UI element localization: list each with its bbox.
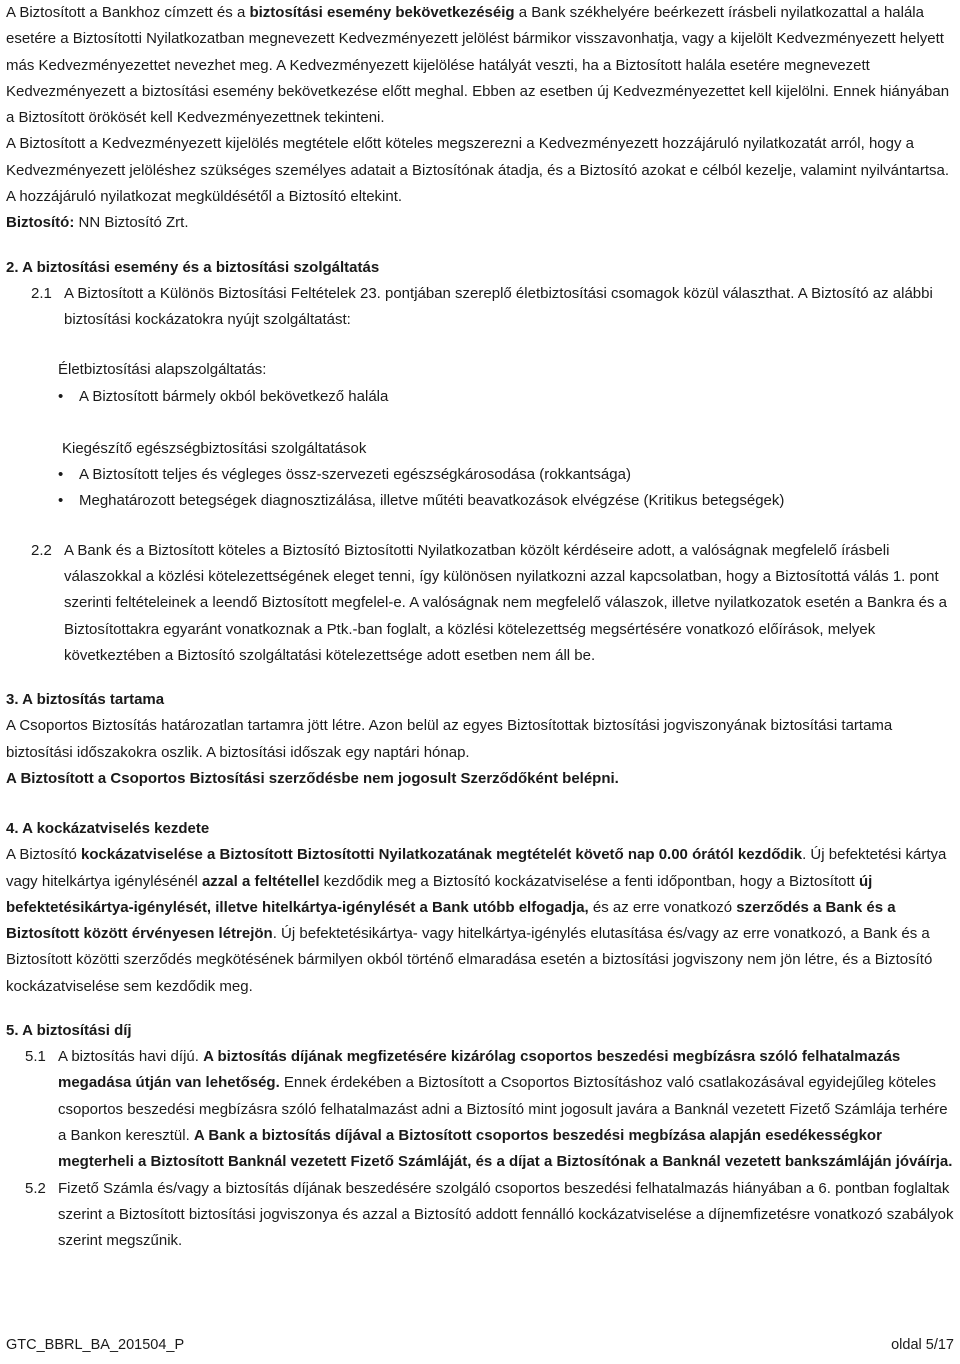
text-run: . Új befektetési kártya vagy hitelkártya igénylésénél [6,846,947,890]
list-item [6,462,958,488]
section-3-text: A Csoportos Biztosítás határozatlan tartamra jött létre. Azon belül az egyes Biztosítottak biztosítási jogviszonyának biztosítási tartama biztosítási időszakokra oszlik. A biztosítási időszak egy naptári hónap. [6,717,893,761]
list-item-text: A Biztosított bármely okból bekövetkező halála [79,387,389,405]
clause-text: Fizető Számla és/vagy a biztosítás díjának beszedésére szolgáló csoportos beszedési felhatalmazás hiányában a 6. pontban foglaltak szerint a Biztosított biztosítási jogviszonya és azzal a Biztosító addott fennálló kockázatviselése a díjnemfizetésre vonatkozó szabályok szerint megszűnik. [58,1179,954,1250]
section-2-heading: 2. A biztosítási esemény és a biztosítási szolgáltatás [6,258,380,276]
insurer-value: NN Biztosító Zrt. [74,214,189,232]
bullet-icon: • [58,465,64,483]
text-run: A biztosítás havi díjú. [58,1048,204,1066]
clause-text [55,1044,958,1175]
clause-text: A Biztosított a Különös Biztosítási Feltételek 23. pontjában szereplő életbiztosítási csomagok közül választhat. A Biztosító az alábbi biztosítási kockázatokra nyújt szolgáltatást: [64,284,933,328]
page-number: oldal 5/17 [891,1337,954,1353]
bold-run: új befektetésikártya-igénylését, illetve hitelkártya-igénylését a Bank utóbb elfogadja, [6,872,873,916]
insurer-label: Biztosító: [6,214,75,232]
section-5-heading: 5. A biztosítási díj [6,1022,132,1040]
clause-5-2 [6,1176,958,1255]
bold-run: azzal a feltétellel [201,872,320,890]
document-code: GTC_BBRL_BA_201504_P [6,1337,185,1353]
list-item [6,488,958,514]
bold-run: kockázatviselése a Biztosított Biztosítotti Nyilatkozatának megtételét követő nap 0.00 órától kezdődik [81,846,803,864]
page-footer [6,1337,954,1353]
section-4-heading: 4. A kockázatviselés kezdete [6,820,210,838]
text-run: és az erre vonatkozó [588,898,737,916]
text-run: Ennek érdekében a Biztosított a Csoportos Biztosításhoz való csatlakozásával egyidejűleg köteles csoportos beszedési megbízásra szóló felhatalmazást adni a Biztosító mint jogosult javára a Banknál vezetett Fizető Számlája terhére a Bankon keresztül. [58,1074,948,1144]
list-item-text: A Biztosított teljes és végleges össz-szervezeti egészségkárosodása (rokkantsága) [79,465,631,483]
section-4-text [6,842,958,1000]
section-3-bold-text: A Biztosított a Csoportos Biztosítási szerződésbe nem jogosult Szerződőként belépni. [6,769,619,787]
intro-text: A Biztosított a Bankhoz címzett és a [6,4,250,21]
text-run: kezdődik meg a Biztosító kockázatviselése a fenti időpontban, hogy a Biztosított [319,872,859,890]
section-3-heading: 3. A biztosítás tartama [6,691,165,709]
intro-paragraph-1 [6,0,958,131]
intro-paragraph-2: A Biztosított a Kedvezményezett kijelölés megtétele előtt köteles megszerezni a Kedvezményezett hozzájáruló nyilatkozatát arról, hogy a Kedvezményezett jelöléshez szükséges személyes adatait a Biztosítónak átadja, és a Biztosító azokat e célból kezelje, valamint nyilvántartsa. A hozzájáruló nyilatkozat megküldésétől a Biztosító eltekint. [6,135,949,206]
bold-run: A biztosítás díjának megfizetésére kizárólag csoportos beszedési megbízásra szóló felhatalmazás megadása útján van lehetőség. [58,1048,901,1092]
clause-text: A Bank és a Biztosított köteles a Biztosító Biztosítotti Nyilatkozatban közölt kérdéseire adott, a valóságnak megfelelő írásbeli válaszokkal a közlési kötelezettségének eleget tenni, így különösen nyilatkozni azzal kapcsolatban, hogy a Biztosítottá válás 1. pont szerinti feltételeinek a leendő Biztosított megfelel-e. A valóságnak nem megfelelő válaszok, illetve nyilatkozatok esetén a Bankra és a Biztosítottakra egyaránt vonatkoznak a Ptk.-ban foglalt, a közlési kötelezettség megsértésére vonatkozó előírások, melyek következtében a Biztosító szolgáltatási kötelezettsége adott esetben nem áll be. [64,541,947,665]
clause-number: 2.1 [31,284,52,302]
bold-run: A Bank a biztosítás díjával a Biztosított csoportos beszedési megbízása alapján esedékességkor megterheli a Biztosított Banknál vezetett Fizető Számláját, és a díjat a Biztosítónak a Banknál vezetett bankszámláján jóváírja. [58,1126,953,1171]
clause-number: 2.2 [31,541,52,559]
bold-run: szerződés a Bank és a Biztosított között érvényesen létrejön [6,898,896,943]
bullet-icon: • [58,491,64,509]
intro-bold-text: biztosítási esemény bekövetkezéséig [249,4,515,21]
health-heading: Kiegészítő egészségbiztosítási szolgáltatások [62,439,367,457]
text-run: . Új befektetésikártya- vagy hitelkártya-igénylés elutasítása és/vagy az erre vonatkozó, a Bank és a Biztosított közötti szerződés megkötésének bármilyen okból történő elmaradása esetén a biztosítási jogviszony nem jön létre, és a Biztosító kockázatviselése sem kezdődik meg. [6,925,933,995]
clause-2-1 [6,281,958,334]
clause-5-1 [6,1044,958,1175]
intro-text: a Bank székhelyére beérkezett írásbeli nyilatkozattal a halála esetére a Biztosítotti Nyilatkozatban megnevezett Kedvezményezett jelölést bármikor visszavonhatja, vagy a kijelölt Kedvezményezett helyett más Kedvezményezettet nevezhet meg. A Kedvezményezett kijelölése hatályát veszti, ha a Biztosított halála esetére megnevezett Kedvezményezett a biztosítási esemény bekövetkezése előtt meghal. Ebben az esetben új Kedvezményezettet kell kijelölni. Ennek hiányában a Biztosított örökösét kell Kedvezményezettnek tekinteni. [6,4,950,127]
list-item-text: Meghatározott betegségek diagnosztizálása, illetve műtéti beavatkozások elvégzése (Kritikus betegségek) [79,491,785,509]
insurer-line [6,210,958,236]
bullet-icon: • [58,387,64,405]
text-run: A Biztosító [6,846,82,864]
clause-2-2 [6,538,958,669]
list-item [6,384,958,410]
life-heading: Életbiztosítási alapszolgáltatás: [58,361,267,379]
clause-number: 5.2 [25,1179,46,1197]
document-page [6,0,958,1254]
clause-number: 5.1 [25,1048,46,1066]
